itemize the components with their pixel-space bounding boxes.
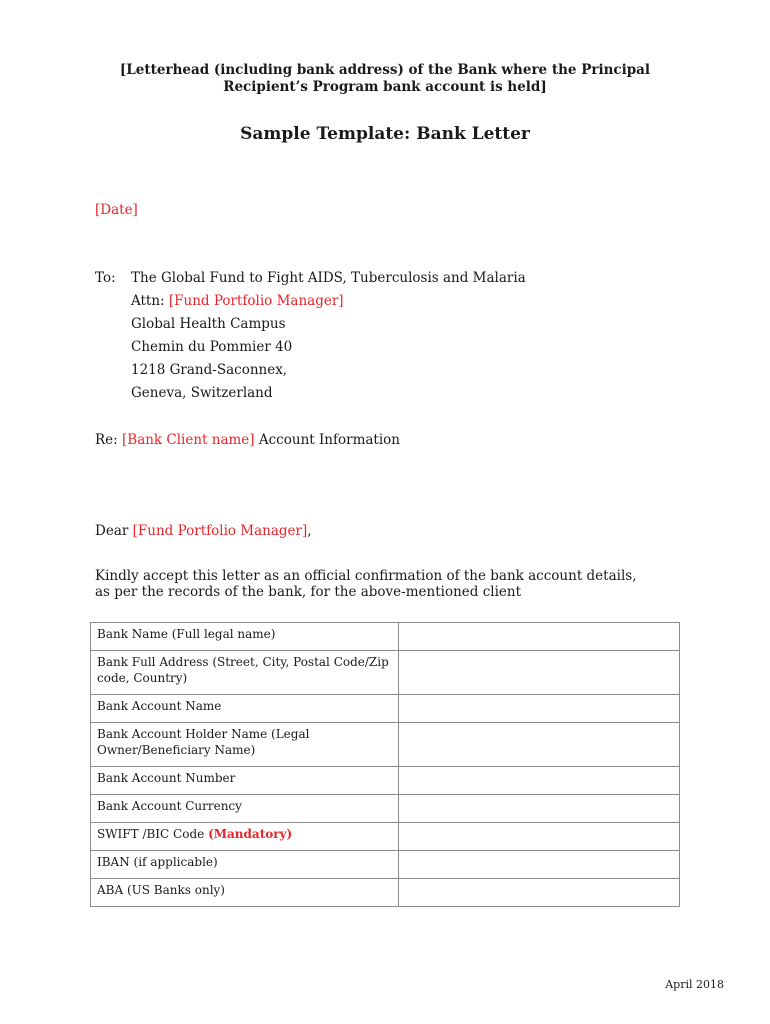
salutation (95, 523, 312, 539)
row-label: Bank Account Number (91, 767, 399, 795)
table-row (91, 879, 680, 907)
row-value[interactable] (399, 823, 680, 851)
bank-details-table (90, 622, 680, 907)
re-suffix: Account Information (258, 432, 400, 448)
table-row (91, 795, 680, 823)
salutation-placeholder: [Fund Portfolio Manager] (132, 523, 308, 539)
row-label: ABA (US Banks only) (91, 879, 399, 907)
address-line: Chemin du Pommier 40 (131, 339, 293, 355)
row-value[interactable] (399, 723, 680, 767)
letterhead-line-1: [Letterhead (including bank address) of the Bank where the Principal (119, 62, 651, 78)
row-value[interactable] (399, 851, 680, 879)
row-label: Bank Account Name (91, 695, 399, 723)
row-value[interactable] (399, 623, 680, 651)
intro-paragraph (95, 569, 695, 600)
row-value[interactable] (399, 795, 680, 823)
row-value[interactable] (399, 651, 680, 695)
table-row (91, 851, 680, 879)
document-title: Sample Template: Bank Letter (240, 124, 530, 144)
attn-line (131, 293, 344, 309)
date-placeholder: [Date] (95, 202, 138, 218)
attn-label: Attn: (131, 293, 165, 309)
table-row (91, 623, 680, 651)
row-label: Bank Account Holder Name (Legal Owner/Beneficiary Name) (91, 723, 399, 767)
table-row (91, 823, 680, 851)
salutation-comma: , (307, 523, 312, 539)
attn-placeholder: [Fund Portfolio Manager] (168, 293, 344, 309)
recipient-org: The Global Fund to Fight AIDS, Tuberculosis and Malaria (131, 270, 526, 286)
table-row (91, 723, 680, 767)
mandatory-note: (Mandatory) (208, 827, 293, 841)
letterhead-line-2: Recipient’s Program bank account is held] (223, 79, 547, 95)
footer-date: April 2018 (665, 978, 724, 991)
intro-line-1: Kindly accept this letter as an official confirmation of the bank account details, (95, 568, 637, 584)
address-line: Geneva, Switzerland (131, 385, 273, 401)
salutation-prefix: Dear (95, 523, 129, 539)
row-label: Bank Account Currency (91, 795, 399, 823)
table-row (91, 651, 680, 695)
table-row (91, 695, 680, 723)
row-value[interactable] (399, 767, 680, 795)
table-row (91, 767, 680, 795)
re-label: Re: (95, 432, 118, 448)
row-label: IBAN (if applicable) (91, 851, 399, 879)
address-line: 1218 Grand-Saconnex, (131, 362, 288, 378)
to-label: To: (95, 270, 116, 286)
row-label-swift (91, 823, 399, 851)
row-label: Bank Name (Full legal name) (91, 623, 399, 651)
intro-line-2: as per the records of the bank, for the above-mentioned client (95, 583, 521, 600)
row-label: Bank Full Address (Street, City, Postal Code/Zip code, Country) (91, 651, 399, 695)
letterhead-note (60, 62, 710, 96)
address-line: Global Health Campus (131, 316, 286, 332)
client-name-placeholder: [Bank Client name] (122, 432, 255, 448)
re-line (95, 432, 400, 448)
row-value[interactable] (399, 695, 680, 723)
row-value[interactable] (399, 879, 680, 907)
swift-label: SWIFT /BIC Code (97, 827, 205, 841)
